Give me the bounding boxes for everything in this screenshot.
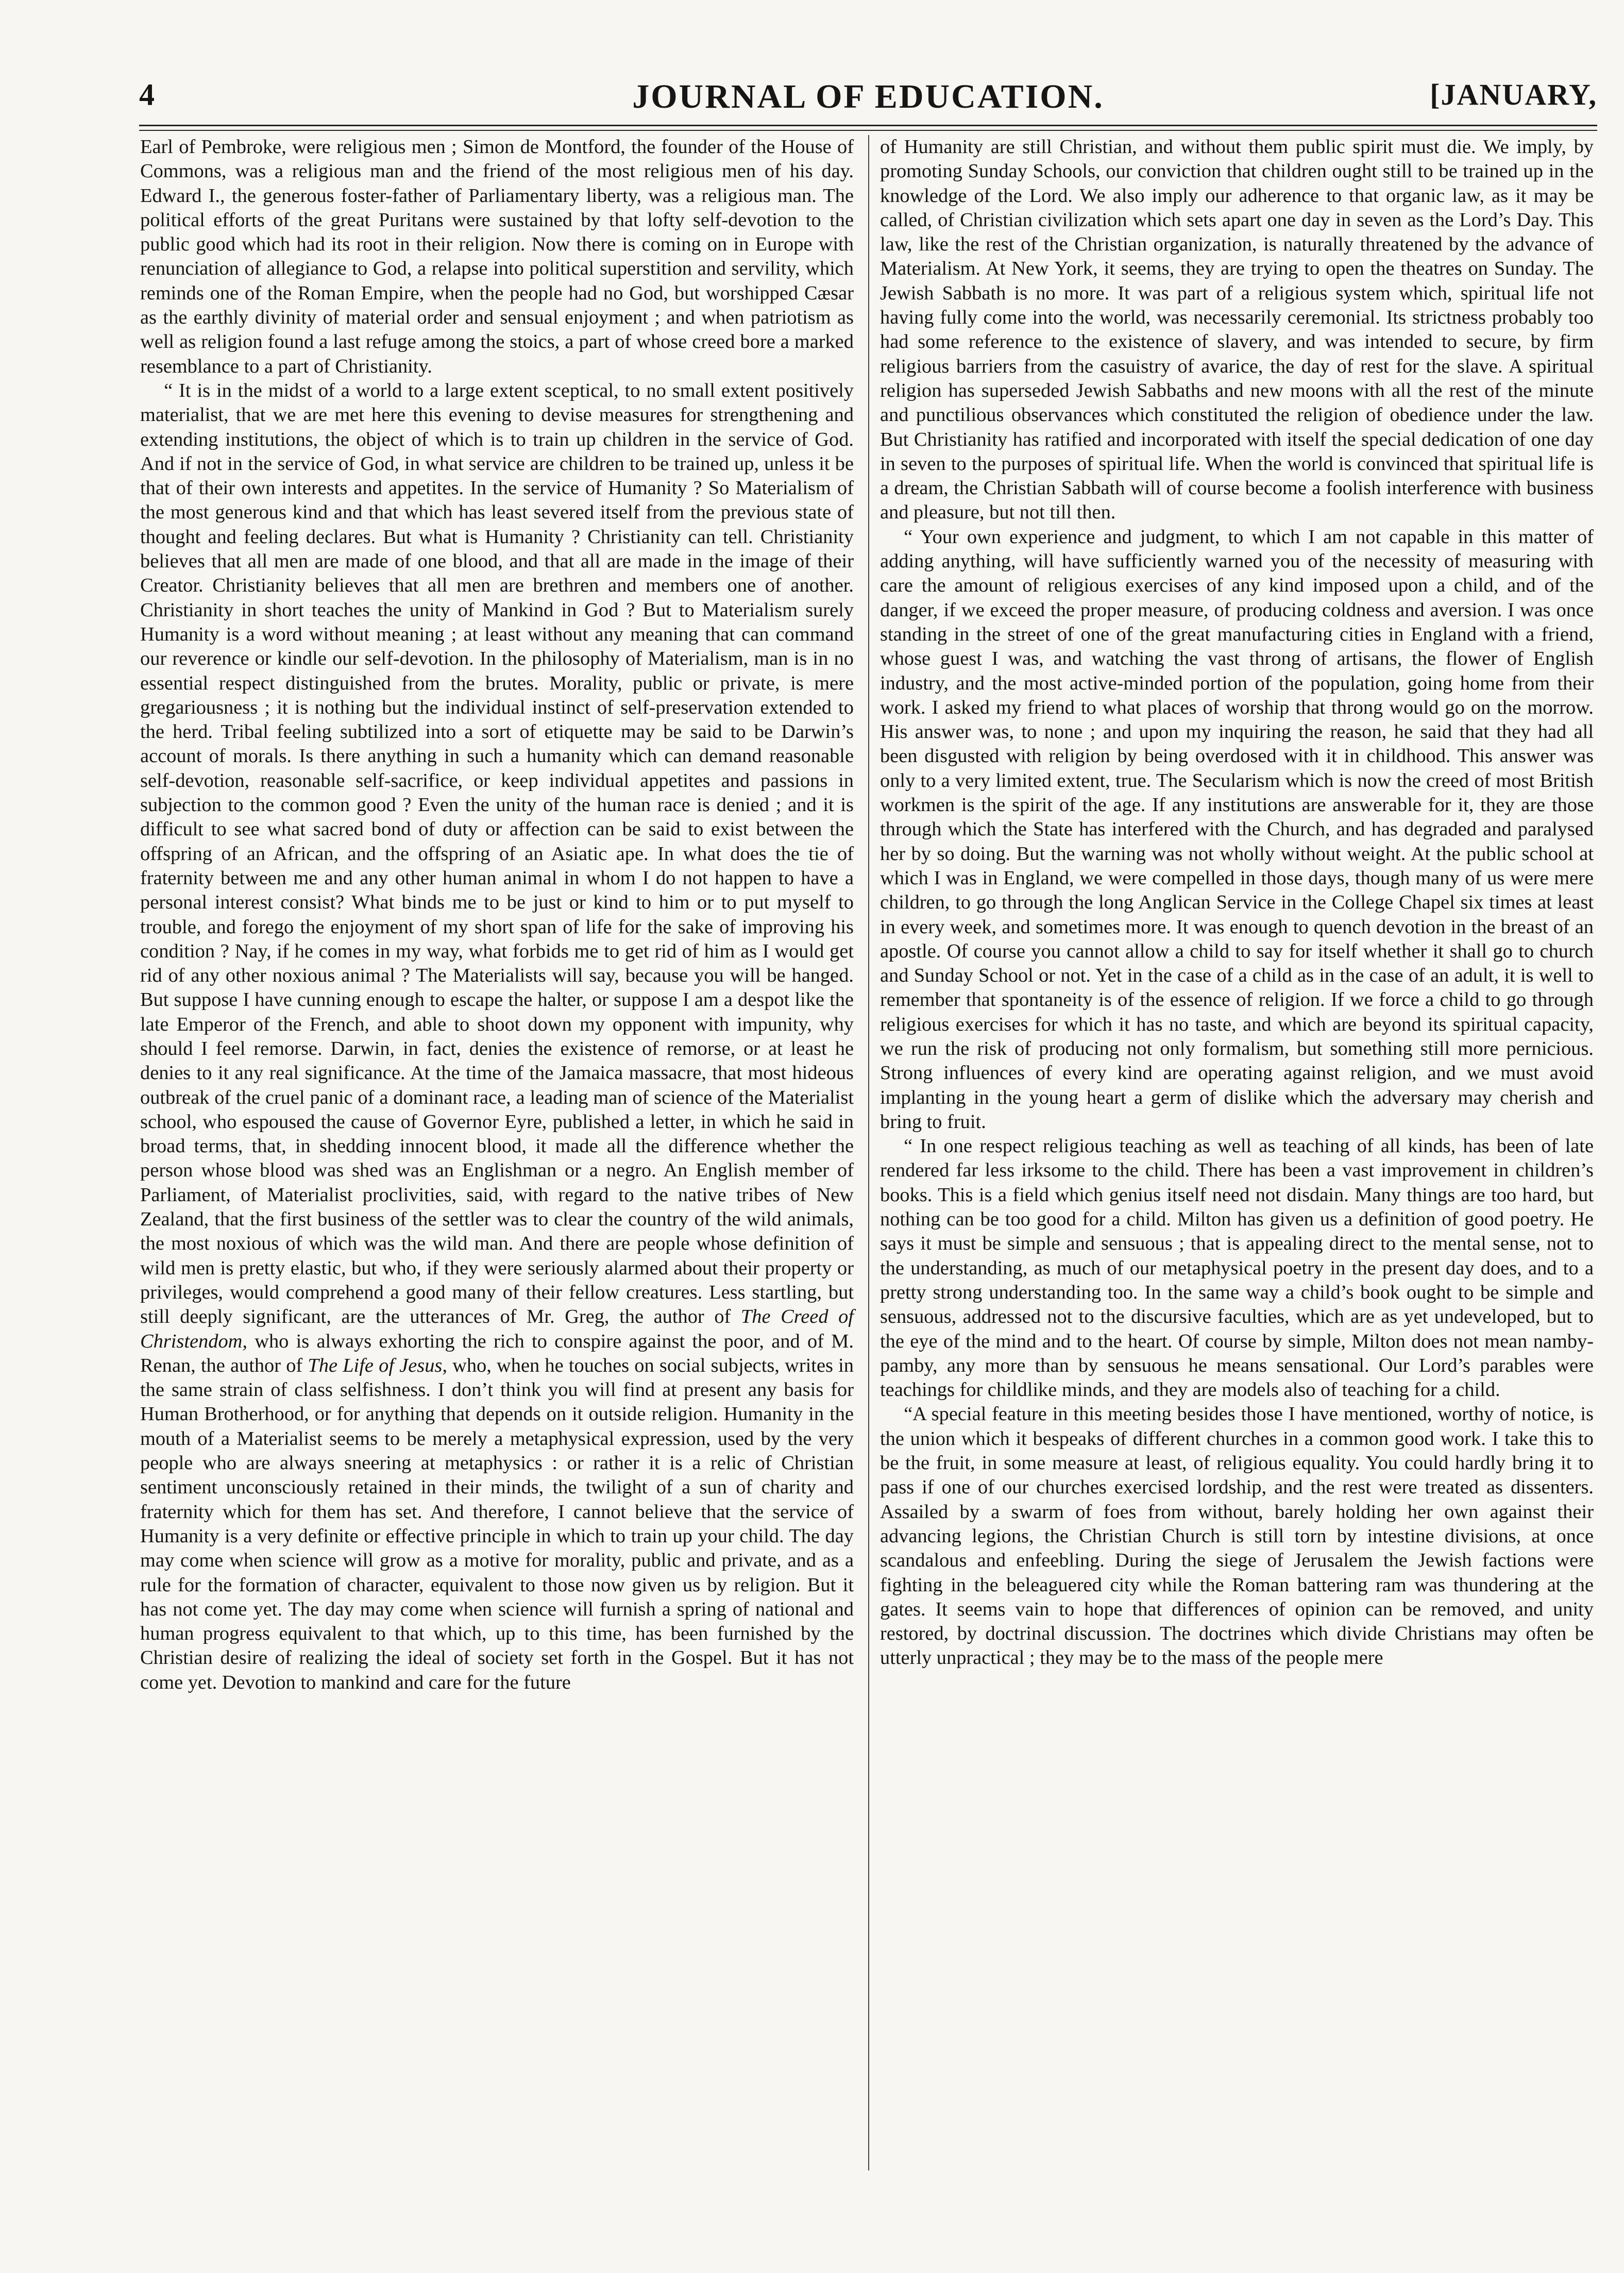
right-paragraph-4: “A special feature in this meeting besides those I have mentioned, worthy of notice, is the union which it bespeaks of different churches in a common good work. I take this to be the fruit, in some measure at least, of religious equality. You could hardly bring it to pass if one of our churches exercised lordship, and the rest were treated as dissenters. Assailed by a swarm of foes from without, barely holding her own against their advancing legions, the Christian Church is still torn by intestine divisions, at once scandalous and enfeebling. During the siege of Jerusalem the Jewish factions were fighting in the beleaguered city while the Roman battering ram was thundering at the gates. It seems vain to hope that differences of opinion can be removed, and unity restored, by doctrinal discussion. The doctrines which divide Christians may often be utterly unpractical ; they may be to the mass of the people mere	[880, 1403, 1594, 1669]
left-column	[140, 135, 854, 2170]
column-divider	[868, 135, 869, 2170]
header-rule-secondary	[139, 130, 1597, 131]
right-column	[880, 135, 1594, 2170]
header-rule	[139, 125, 1597, 126]
paragraph-text: who, when he touches on social subjects, writes in the same strain of class selfishness. I don’t think you will find at present any basis for Human Brotherhood, or for anything that depends on it outside religion. Humanity in the mouth of a Materialist seems to be merely a metaphysical expression, used by the very people who are always sneering at metaphysics : or rather it is a relic of Christian sentiment unconsciously retained in their minds, the twilight of a sun of charity and fraternity which for them has set. And therefore, I cannot believe that the service of Humanity is a very definite or effective principle in which to train up your child. The day may come when science will grow as a motive for morality, public and private, and as a rule for the formation of character, equivalent to those now given us by religion. But it has not come yet. The day may come when science will furnish a spring of national and human progress equivalent to that which, up to this time, has been furnished by the Christian desire of realizing the ideal of society set forth in the Gospel. But it has not come yet. Devotion to mankind and care for the future	[140, 1354, 854, 1693]
journal-title: JOURNAL OF EDUCATION.	[632, 78, 1104, 115]
right-paragraph-3: “ In one respect religious teaching as well as teaching of all kinds, has been of late rendered far less irksome to the child. There has been a vast improvement in children’s books. This is a field which genius itself need not disdain. Many things are too hard, but nothing can be too good for a child. Milton has given us a definition of good poetry. He says it must be simple and sensuous ; that is appealing direct to the mental sense, not to the understanding, as much of our metaphysical poetry in the present day does, and to a pretty strong understanding too. In the same way a child’s book ought to be simple and sensuous, addressed not to the discursive faculties, which are as yet undeveloped, but to the eye of the mind and to the heart. Of course by simple, Milton does not mean namby-pamby, any more than by sensuous he means sensational. Our Lord’s parables were teachings for childlike minds, and they are models also of teaching for a child.	[880, 1135, 1594, 1401]
page-header	[139, 77, 1597, 119]
left-paragraph-1: Earl of Pembroke, were religious men ; Simon de Montford, the founder of the House of Commons, was a religious man and the friend of the most religious men of his day. Edward I., the generous foster-father of Parliamentary liberty, was a religious man. The political efforts of the great Puritans were sustained by that lofty self-devotion to the public good which had its root in their religion. Now there is coming on in Europe with renunciation of allegiance to God, a relapse into political superstition and servility, which reminds one of the Roman Empire, when the people had no God, but worshipped Cæsar as the earthly divinity of material order and sensual enjoyment ; and when patriotism as well as religion found a last refuge among the stoics, a part of whose creed bore a marked resemblance to a part of Christianity.	[140, 136, 854, 377]
paragraph-text: “ It is in the midst of a world to a large extent sceptical, to no small extent positively materialist, that we are met here this evening to devise measures for strengthening and extending institutions, the object of which is to train up children in the service of God. And if not in the service of God, in what service are children to be trained up, unless it be that of their own interests and appetites. In the service of Humanity ? So Materialism of the most generous kind and that which has least severed itself from the previous state of thought and feeling declares. But what is Humanity ? Christianity can tell. Christianity believes that all men are made of one blood, and that all are made in the image of their Creator. Christianity believes that all men are brethren and members one of another. Christianity in short teaches the unity of Mankind in God ? But to Materialism surely Humanity is a word without meaning ; at least without any meaning that can command our reverence or kindle our self-devotion. In the philosophy of Materialism, man is in no essential respect distinguished from the brutes. Morality, public or private, is mere gregariousness ; it is nothing but the individual instinct of self-preservation extended to the herd. Tribal feeling subtilized into a sort of etiquette may be said to be Darwin’s account of morals. Is there anything in such a humanity which can demand reasonable self-devotion, reasonable self-sacrifice, or keep individual appetites and passions in subjection to the common good ? Even the unity of the human race is denied ; and it is difficult to see what sacred bond of duty or affection can be said to exist between the offspring of an African, and the offspring of an Asiatic ape. In what does the tie of fraternity between me and any other human animal in whom I do not happen to have a personal interest consist? What binds me to be just or kind to him or to put myself to trouble, and forego the enjoyment of my short span of life for the sake of improving his condition ? Nay, if he comes in my way, what forbids me to get rid of him as I would get rid of any other noxious animal ? The Materialists will say, because you will be hanged. But suppose I have cunning enough to escape the halter, or suppose I am a despot like the late Emperor of the French, and able to shoot down my opponent with impunity, why should I feel remorse. Darwin, in fact, denies the existence of remorse, or at least he denies to it any real significance. At the time of the Jamaica massacre, that most hideous outbreak of the cruel panic of a dominant race, a leading man of science of the Materialist school, who espoused the cause of Governor Eyre, published a letter, in which he said in broad terms, that, in shedding innocent blood, it made all the difference whether the person whose blood was shed was an Englishman or a negro. An English member of Parliament, of Materialist proclivities, said, with regard to the native tribes of New Zealand, that the first business of the settler was to clear the country of the wild animals, the most noxious of which was the wild man. And there are people whose definition of wild men is pretty elastic, but who, if they were seriously alarmed about their property or privileges, would comprehend a good many of their fellow creatures. Less startling, but still deeply significant, are the utterances of Mr. Greg, the author of	[140, 379, 854, 1328]
right-paragraph-2: “ Your own experience and judgment, to which I am not capable in this matter of adding anything, will have sufficiently warned you of the necessity of measuring with care the amount of religious exercises of any kind imposed upon a child, and of the danger, if we exceed the proper measure, of producing coldness and aversion. I was once standing in the street of one of the great manufacturing cities in England with a friend, whose guest I was, and watching the vast throng of artisans, the flower of English industry, and the most active-minded portion of the population, going home from their work. I asked my friend to what places of worship that throng would go on the morrow. His answer was, to none ; and upon my inquiring the reason, he said that they had all been disgusted with religion by being overdosed with it in childhood. This answer was only to a very limited extent, true. The Secularism which is now the creed of most British workmen is the spirit of the age. If any institutions are answerable for it, they are those through which the State has interfered with the Church, and has degraded and paralysed her by so doing. But the warning was not wholly without weight. At the public school at which I was in England, we were compelled in those days, though many of us were mere children, to go through the long Anglican Service in the College Chapel six times at least in every week, and sometimes more. It was enough to quench devotion in the breast of an apostle. Of course you cannot allow a child to say for itself whether it shall go to church and Sunday School or not. Yet in the case of a child as in the case of an adult, it is well to remember that spontaneity is of the essence of religion. If we force a child to go through religious exercises for which it has no taste, and which are beyond its spiritual capacity, we run the risk of producing not only formalism, but something still more pernicious. Strong influences of every kind are operating against religion, and we must avoid implanting in the young heart a germ of dislike which the adversary may cherish and bring to fruit.	[880, 526, 1594, 1133]
issue-month: [JANUARY,	[1430, 78, 1597, 111]
right-paragraph-1: of Humanity are still Christian, and without them public spirit must die. We imply, by promoting Sunday Schools, our conviction that children ought still to be trained up in the knowledge of the Lord. We also imply our adherence to that organic law, as it may be called, of Christian civilization which sets apart one day in seven as the Lord’s Day. This law, like the rest of the Christian organization, is naturally threatened by the advance of Materialism. At New York, it seems, they are trying to open the theatres on Sunday. The Jewish Sabbath is no more. It was part of a religious system which, spiritual life not having fully come into the world, was necessarily ceremonial. Its strictness probably too had some reference to the existence of slavery, and was intended to secure, by firm religious barriers from the casuistry of avarice, the day of rest for the slave. A spiritual religion has superseded Jewish Sabbaths and new moons with all the rest of the minute and punctilious observances which constituted the religion of obedience under the law. But Christianity has ratified and incorporated with itself the special dedication of one day in seven to the purposes of spiritual life. When the world is convinced that spiritual life is a dream, the Christian Sabbath will of course become a foolish interference with business and pleasure, but not till then.	[880, 136, 1594, 524]
paragraph-text: who is always exhorting the rich to conspire against the poor, and of M. Renan, the author of	[140, 1330, 854, 1376]
book-title-life-of-jesus: The Life of Jesus,	[308, 1354, 447, 1376]
left-paragraph-2	[140, 379, 854, 1695]
book-title-creed-of-christendom: The Creed of Christendom,	[140, 1306, 854, 1352]
page-number: 4	[139, 78, 155, 112]
